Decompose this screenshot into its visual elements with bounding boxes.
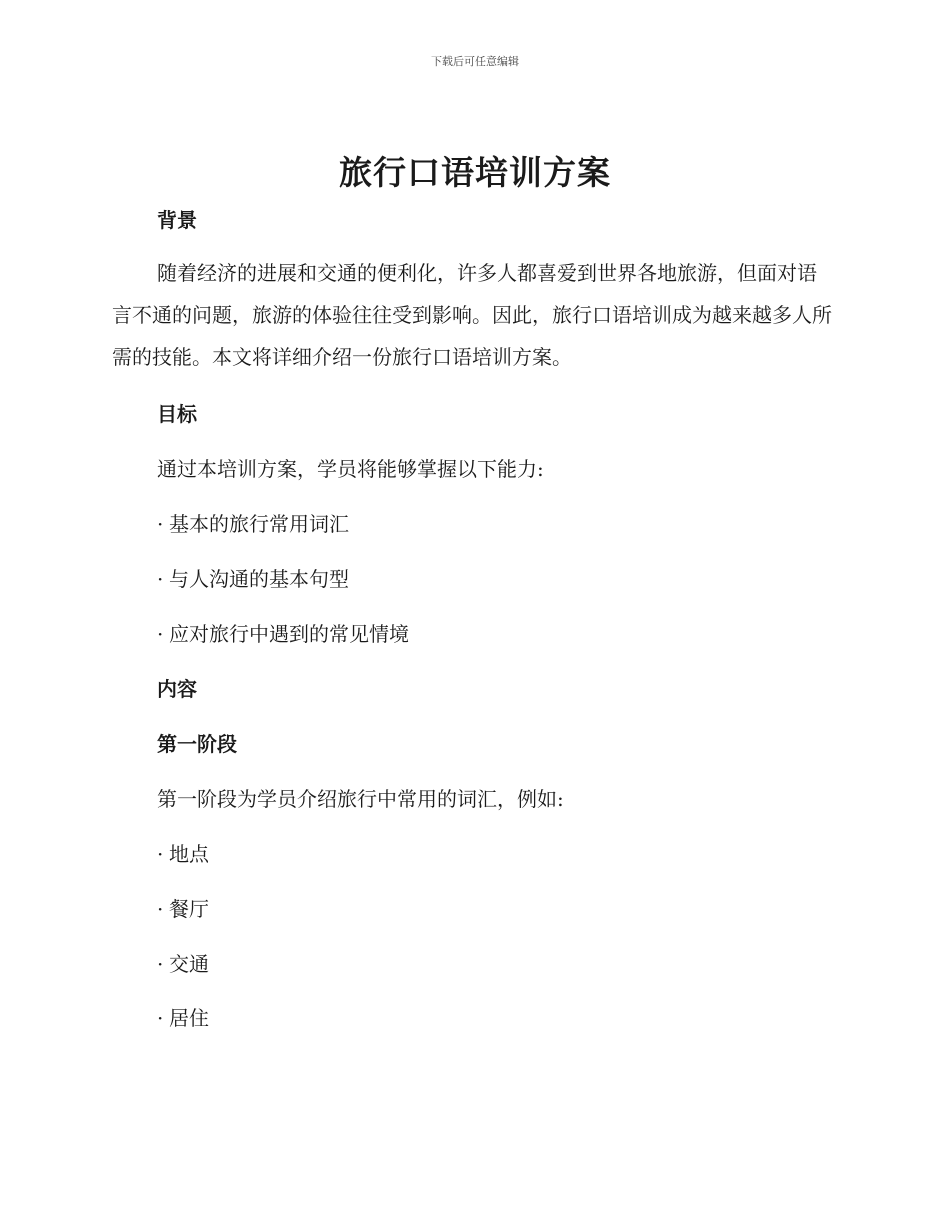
bullet-marker: · [157, 567, 164, 591]
goal-intro: 通过本培训方案，学员将能够掌握以下能力: [157, 457, 544, 481]
page-header-note: 下载后可任意编辑 [431, 55, 519, 68]
section-heading-goal: 目标 [157, 402, 197, 426]
list-item [157, 1004, 209, 1032]
list-item [157, 950, 209, 978]
background-paragraph: 随着经济的进展和交通的便利化，许多人都喜爱到世界各地旅游，但面对语言不通的问题，旅游的体验往往受到影响。因此，旅行口语培训成为越来越多人所需的技能。本文将详细介绍一份旅行口语培训方案。 [112, 261, 832, 369]
bullet-marker: · [157, 952, 164, 976]
bullet-marker: · [157, 512, 164, 536]
list-item [157, 895, 209, 923]
list-item [157, 565, 349, 593]
list-item-text: 基本的旅行常用词汇 [169, 512, 349, 536]
list-item [157, 510, 349, 538]
list-item-text: 餐厅 [169, 897, 209, 921]
list-item-text: 应对旅行中遇到的常见情境 [169, 622, 409, 646]
list-item-text: 居住 [169, 1006, 209, 1030]
list-item-text: 地点 [169, 842, 209, 866]
list-item-text: 交通 [169, 952, 209, 976]
bullet-marker: · [157, 622, 164, 646]
bullet-marker: · [157, 842, 164, 866]
subsection-heading-stage1: 第一阶段 [157, 732, 237, 756]
list-item [157, 620, 409, 648]
stage1-intro: 第一阶段为学员介绍旅行中常用的词汇，例如: [157, 787, 564, 811]
list-item-text: 与人沟通的基本句型 [169, 567, 349, 591]
bullet-marker: · [157, 1006, 164, 1030]
section-heading-background: 背景 [157, 208, 197, 232]
bullet-marker: · [157, 897, 164, 921]
document-title: 旅行口语培训方案 [339, 153, 611, 192]
section-heading-content: 内容 [157, 677, 197, 701]
list-item [157, 840, 209, 868]
